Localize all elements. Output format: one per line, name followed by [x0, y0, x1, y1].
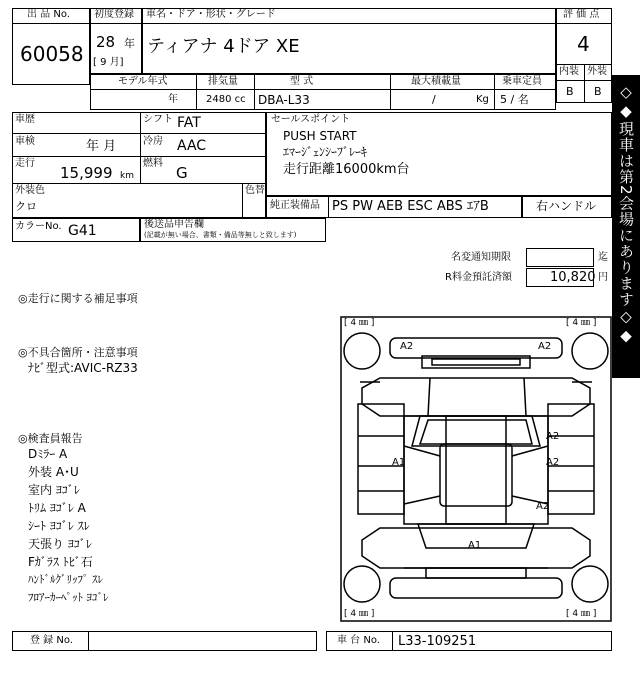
exterior-color: クロ	[15, 200, 37, 213]
displacement-label: 排気量	[208, 76, 238, 87]
year-unit: 年	[124, 37, 135, 50]
lot-no-label: 出 品 No.	[27, 9, 70, 20]
damage-mark: A2	[400, 341, 414, 352]
type-label: 型 式	[290, 76, 314, 87]
recycle-value: 10,820	[550, 270, 596, 285]
first-reg-month: [ 9 月]	[93, 57, 124, 68]
capacity: 5 / 名	[500, 93, 529, 106]
displacement: 2480 cc	[206, 94, 246, 105]
inspector-item: 室内 ﾖｺﾞﾚ	[28, 483, 80, 497]
tire-tr: [ 4 ㎜ ]	[566, 318, 597, 328]
damage-diagram	[340, 316, 612, 622]
damage-mark: A2	[536, 501, 550, 512]
history-label: 車歴	[15, 114, 35, 125]
eval-score: 4	[577, 32, 590, 56]
sales-point-2: ｴﾏｰｼﾞｪﾝｼｰﾌﾞﾚｰｷ	[283, 145, 368, 159]
later-add-note: (記載が無い場合、書類・備品等無しと致します)	[144, 231, 297, 239]
reg-no-label: 登 録 No.	[30, 635, 73, 646]
interior-label: 内装	[559, 66, 579, 77]
damage-mark: A2	[546, 431, 560, 442]
sales-point-1: PUSH START	[283, 129, 357, 143]
model-year-label: モデル年式	[118, 76, 168, 87]
interior-grade: B	[566, 85, 574, 98]
lot-no: 60058	[20, 42, 84, 66]
max-load-unit: Kg	[476, 94, 489, 105]
max-load: /	[432, 93, 436, 106]
tire-bl: [ 4 ㎜ ]	[344, 609, 375, 619]
exterior-label: 外装	[587, 66, 607, 77]
color-no: G41	[68, 223, 97, 239]
tire-tl: [ 4 ㎜ ]	[344, 318, 375, 328]
name-change-field	[526, 248, 594, 267]
first-reg-year: 28	[96, 33, 116, 51]
damage-mark: A1	[392, 457, 406, 468]
first-reg-label: 初度登録	[94, 9, 134, 20]
inspector-item: ｼｰﾄ ﾖｺﾞﾚ ｽﾚ	[28, 519, 90, 533]
shift-label: シフト	[143, 114, 173, 125]
color-no-label: カラーNo.	[15, 221, 62, 232]
max-load-label: 最大積載量	[411, 76, 461, 87]
eval-label: 評 価 点	[563, 9, 600, 20]
chassis-label: 車 台 No.	[337, 635, 380, 646]
steering: 右ハンドル	[536, 199, 597, 213]
inspector-item: ﾊﾝﾄﾞﾙｸﾞﾘｯﾌﾟ ｽﾚ	[28, 573, 103, 586]
inspector-item: Dﾐﾗｰ A	[28, 447, 68, 461]
fuel: G	[176, 164, 188, 182]
equipment-value: PS PW AEB ESC ABS ｴｱB	[332, 199, 489, 214]
inspector-item: ﾌﾛｱｰｶｰﾍﾟｯﾄ ﾖｺﾞﾚ	[28, 591, 109, 604]
driving-label: ◎走行に関する補足事項	[18, 292, 138, 305]
model-desc-label: 車名・ドア・形状・グレード	[146, 9, 276, 20]
inspector-item: 外装 A･U	[28, 465, 79, 479]
recycle-unit: 円	[598, 272, 608, 283]
ac-label: 冷房	[143, 136, 163, 147]
sales-point-3: 走行距離16000km台	[283, 162, 410, 177]
inspection-value: 年 月	[86, 139, 117, 154]
car-outline	[340, 316, 612, 622]
damage-mark: A2	[538, 341, 552, 352]
inspector-item: ﾄﾘﾑ ﾖｺﾞﾚ A	[28, 501, 86, 515]
side-notice	[612, 75, 640, 378]
color-label: 色替	[245, 185, 265, 196]
side-notice-text: ◇◆現車は第2会場にあります◇◆	[617, 83, 635, 346]
fuel-label: 燃料	[143, 158, 163, 169]
shift: FAT	[177, 115, 201, 131]
exterior-color-label: 外装色	[15, 185, 45, 196]
model-desc: ティアナ 4ドア XE	[147, 36, 300, 57]
defects-label: ◎不具合箇所・注意事項	[18, 346, 138, 359]
mileage-unit: km	[120, 171, 134, 181]
defect-item-1: ﾅﾋﾞ型式:AVIC-RZ33	[28, 361, 138, 375]
equipment-label: 純正装備品	[270, 200, 320, 211]
tire-br: [ 4 ㎜ ]	[566, 609, 597, 619]
inspector-item: Fｶﾞﾗｽ ﾄﾋﾞ石	[28, 555, 93, 569]
inspector-item: 天張り ﾖｺﾞﾚ	[28, 537, 92, 551]
name-change-label: 名変通知期限	[451, 252, 511, 263]
damage-mark: A1	[468, 540, 482, 551]
mileage: 15,999	[60, 164, 113, 182]
details-box	[12, 112, 266, 218]
name-change-unit: 迄	[598, 252, 608, 263]
recycle-label: R料金預託済額	[445, 272, 512, 283]
model-year-unit: 年	[168, 94, 178, 105]
sales-points-label: セールスポイント	[271, 114, 351, 125]
inspection-label: 車検	[15, 136, 35, 147]
ac: AAC	[177, 138, 207, 154]
mileage-label: 走行	[15, 158, 35, 169]
damage-mark: A2	[546, 457, 560, 468]
type: DBA-L33	[258, 93, 310, 107]
later-add-label: 後送品申告欄	[144, 219, 204, 230]
chassis-no: L33-109251	[398, 634, 477, 649]
inspector-label: ◎検査員報告	[18, 432, 83, 445]
capacity-label: 乗車定員	[502, 76, 542, 87]
exterior-grade: B	[594, 85, 602, 98]
